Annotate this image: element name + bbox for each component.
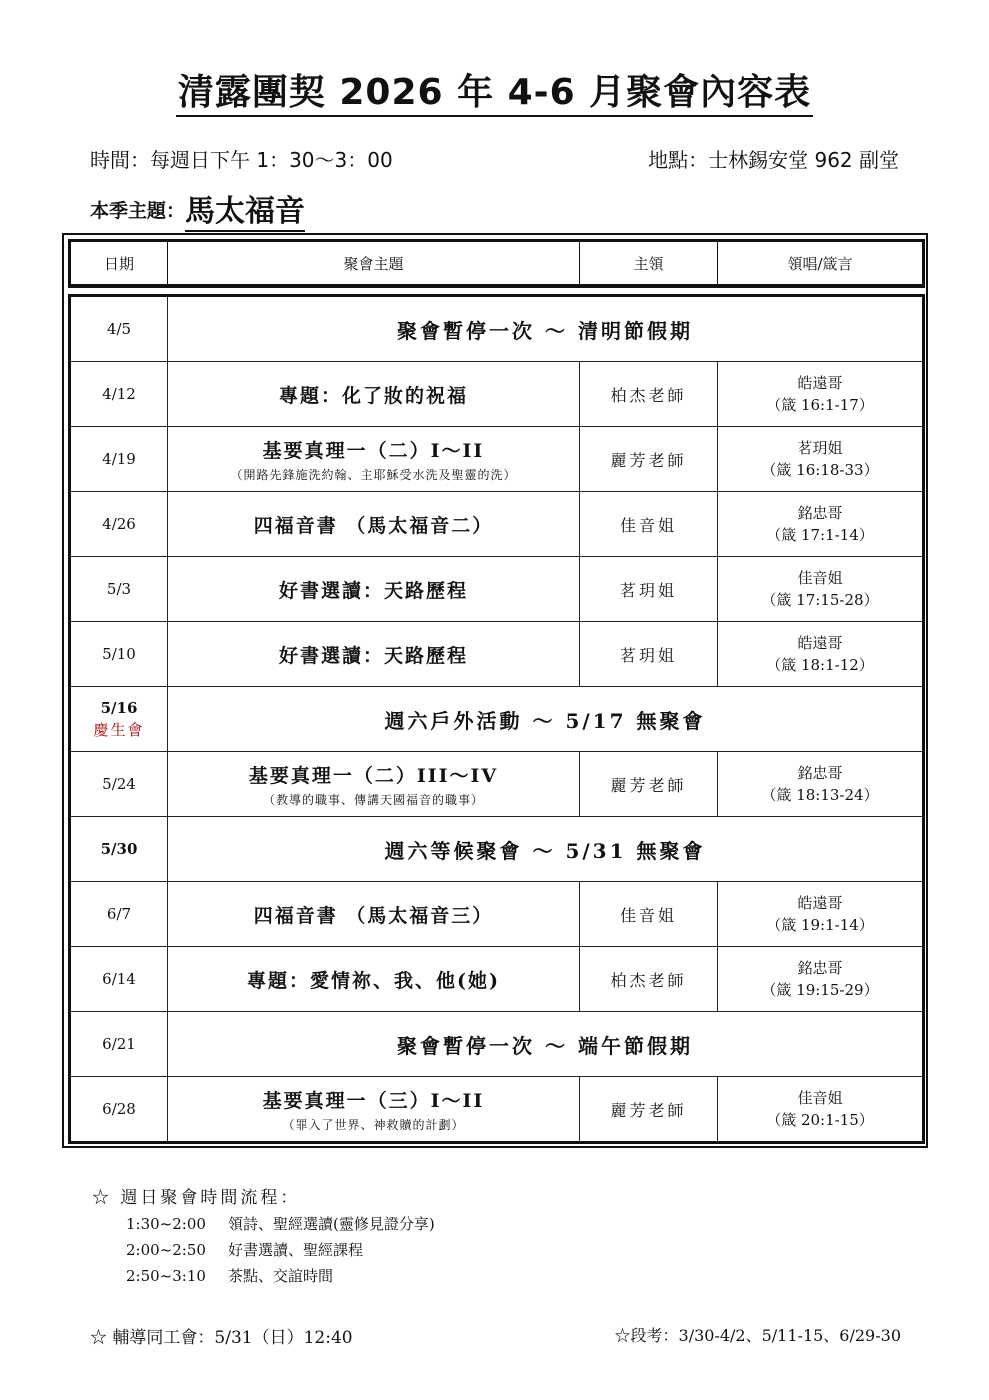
row-date [70,427,168,492]
table-row [70,362,924,427]
row-proverbs: （箴 17:15-28） [761,591,879,609]
table-row [70,687,924,752]
row-proverbs: （箴 19:1-14） [766,916,874,934]
row-topic-text: 專題：愛情祢、我、他(她) [247,969,500,992]
meeting-time: 時間：每週日下午 1：30～3：00 [90,148,393,172]
table-row [70,1012,924,1077]
table-row [70,1077,924,1143]
row-date [70,752,168,817]
row-date [70,362,168,427]
row-worship-leader: 皓遠哥 [797,894,843,912]
row-date-text: 5/16 [100,698,138,717]
row-date [70,882,168,947]
row-proverbs: （箴 20:1-15） [766,1111,874,1129]
row-worship-leader: 銘忠哥 [797,504,843,522]
row-topic-text: 好書選讀：天路歷程 [278,644,468,667]
row-topic-text: 四福音書 （馬太福音三） [253,904,494,927]
row-notice: 週六戶外活動 ～ 5/17 無聚會 [168,687,924,752]
staff-meeting-note: ☆ 輔導同工會：5/31（日）12:40 [90,1328,353,1348]
flow-item-text: 領詩、聖經選讀(靈修見證分享) [228,1215,435,1233]
row-worship [718,362,924,427]
table-row [70,296,924,362]
row-topic-detail: （教導的職事、傳講天國福音的職事） [262,792,484,807]
row-worship [718,427,924,492]
row-date [70,492,168,557]
row-topic-text: 專題：化了妝的祝福 [278,384,468,407]
flow-item-time: 2:00~2:50 [126,1241,206,1259]
flow-item-text: 好書選讀、聖經課程 [228,1241,364,1259]
table-row [70,882,924,947]
sunday-flow [92,1183,435,1286]
schedule-rows [70,296,924,1143]
row-topic [168,882,580,947]
table-row [70,622,924,687]
row-date-text: 6/7 [106,905,132,923]
header-worship: 領唱/箴言 [718,241,924,287]
row-worship [718,882,924,947]
row-notice: 聚會暫停一次 ～ 端午節假期 [168,1012,924,1077]
meeting-place: 地點：士林錫安堂 962 副堂 [648,148,899,172]
row-worship [718,622,924,687]
row-date-text: 4/19 [102,450,136,468]
row-date-text: 6/14 [102,970,136,988]
row-date-text: 5/24 [102,775,136,793]
row-worship-leader: 佳音姐 [797,1089,843,1107]
row-proverbs: （箴 19:15-29） [761,981,879,999]
row-date [70,1077,168,1143]
row-proverbs: （箴 18:1-12） [766,656,874,674]
row-topic-text: 基要真理一（三）I～II [262,1089,485,1112]
row-worship [718,947,924,1012]
table-row [70,427,924,492]
row-date [70,687,168,752]
row-topic-text: 基要真理一（二）III～IV [248,764,499,787]
row-topic [168,622,580,687]
row-worship-leader: 茗玥姐 [797,439,843,457]
row-date-text: 6/28 [102,1100,136,1118]
row-worship [718,492,924,557]
schedule-frame [62,233,928,1148]
flow-item-time: 2:50~3:10 [126,1267,206,1285]
row-worship-leader: 皓遠哥 [797,374,843,392]
row-leader: 柏杰老師 [580,947,718,1012]
page-title: 清露團契 2026 年 4-6 月聚會內容表 [176,72,813,117]
row-date [70,947,168,1012]
row-worship-leader: 佳音姐 [797,569,843,587]
flow-item [126,1213,435,1234]
row-leader: 茗玥姐 [580,622,718,687]
row-worship-leader: 皓遠哥 [797,634,843,652]
row-topic-text: 基要真理一（二）I～II [262,439,485,462]
sunday-flow-title: ☆ 週日聚會時間流程： [92,1188,301,1208]
row-date-text: 5/3 [106,580,132,598]
row-topic-detail: （罪入了世界、神救贖的計劃） [282,1117,465,1132]
row-worship [718,557,924,622]
row-topic-detail: （開路先鋒施洗約翰、主耶穌受水洗及聖靈的洗） [230,467,517,482]
table-row [70,557,924,622]
row-topic [168,1077,580,1143]
row-topic [168,752,580,817]
row-worship-leader: 銘忠哥 [797,764,843,782]
row-topic [168,947,580,1012]
row-proverbs: （箴 18:13-24） [761,786,879,804]
row-leader: 佳音姐 [580,882,718,947]
flow-item-time: 1:30~2:00 [126,1215,206,1233]
header-leader: 主領 [580,241,718,287]
row-leader: 麗芳老師 [580,427,718,492]
table-row [70,947,924,1012]
header-date: 日期 [70,241,168,287]
row-date-text: 5/30 [100,840,138,858]
exam-dates-note: ☆段考：3/30-4/2、5/11-15、6/29-30 [614,1326,901,1345]
row-date [70,1012,168,1077]
row-proverbs: （箴 16:1-17） [766,396,874,414]
season-theme [90,186,305,230]
row-date [70,622,168,687]
season-theme-value: 馬太福音 [185,194,305,232]
header-topic: 聚會主題 [168,241,580,287]
schedule-table [68,239,925,1144]
row-date-note: 慶生會 [93,720,145,739]
row-date [70,296,168,362]
row-date-text: 4/26 [102,515,136,533]
row-date-text: 6/21 [102,1035,136,1053]
season-theme-label: 本季主題： [90,200,186,222]
row-date-text: 5/10 [102,645,136,663]
row-notice: 週六等候聚會 ～ 5/31 無聚會 [168,817,924,882]
row-leader: 柏杰老師 [580,362,718,427]
row-notice: 聚會暫停一次 ～ 清明節假期 [168,296,924,362]
table-row [70,817,924,882]
row-topic [168,362,580,427]
table-row [70,752,924,817]
row-leader: 麗芳老師 [580,752,718,817]
row-proverbs: （箴 16:18-33） [761,461,879,479]
row-date [70,557,168,622]
table-row [70,492,924,557]
row-date-text: 4/5 [106,320,132,338]
row-topic [168,557,580,622]
row-worship [718,1077,924,1143]
row-leader: 佳音姐 [580,492,718,557]
row-topic [168,492,580,557]
flow-item [126,1239,435,1260]
flow-item [126,1265,435,1286]
flow-item-text: 茶點、交誼時間 [228,1267,334,1285]
row-worship [718,752,924,817]
page-title-wrap [0,64,989,115]
row-proverbs: （箴 17:1-14） [766,526,874,544]
row-date [70,817,168,882]
row-leader: 麗芳老師 [580,1077,718,1143]
row-worship-leader: 銘忠哥 [797,959,843,977]
header-row [70,241,924,287]
row-leader: 茗玥姐 [580,557,718,622]
row-topic-text: 四福音書 （馬太福音二） [253,514,494,537]
row-date-text: 4/12 [102,385,136,403]
row-topic [168,427,580,492]
row-topic-text: 好書選讀：天路歷程 [278,579,468,602]
